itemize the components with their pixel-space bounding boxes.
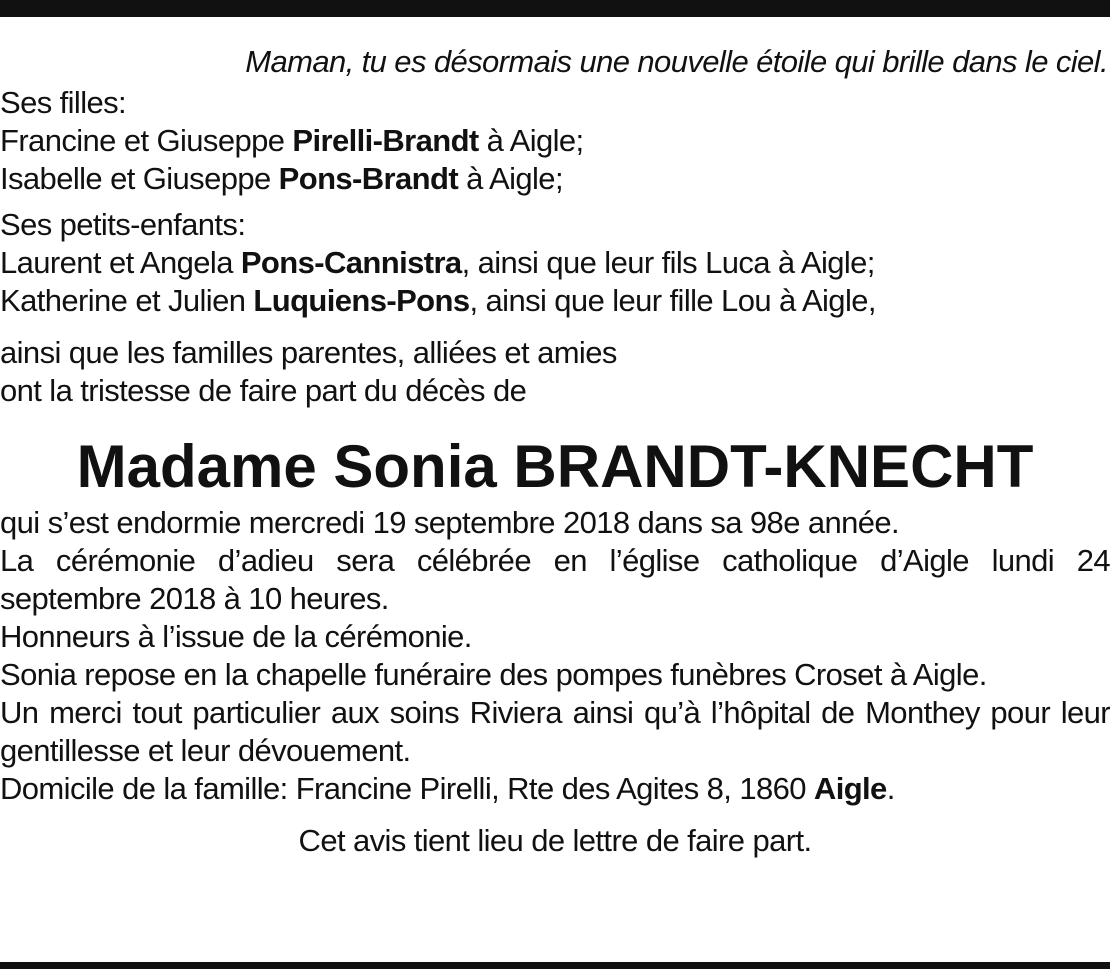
domicile-city: Aigle	[813, 771, 887, 806]
entry-text: Laurent et Angela	[0, 245, 241, 280]
domicile-text: Domicile de la famille: Francine Pirelli, Rte des Agites 8, 1860	[0, 771, 814, 806]
entry-text: Katherine et Julien	[0, 283, 254, 318]
family-name: Pons-Cannistra	[240, 245, 462, 280]
honours-info: Honneurs à l’issue de la cérémonie.	[0, 619, 472, 654]
passing-date: qui s’est endormie mercredi 19 septembre 2018 dans sa 98e année.	[0, 505, 900, 540]
details-section	[0, 504, 1110, 808]
deceased-name: Madame Sonia BRANDT-KNECHT	[76, 433, 1034, 500]
entry-text: à Aigle;	[458, 161, 563, 196]
announcement-section	[0, 334, 1110, 410]
grandchild-entry	[0, 282, 1110, 320]
daughter-entry	[0, 122, 1110, 160]
daughters-section	[0, 84, 1110, 198]
top-rule	[0, 0, 1110, 17]
announcement-line: ainsi que les familles parentes, alliées et amies	[0, 335, 617, 370]
entry-text: à Aigle;	[478, 123, 584, 158]
family-name: Pons-Brandt	[278, 161, 459, 196]
family-name: Luquiens-Pons	[253, 283, 470, 318]
entry-text: Isabelle et Giuseppe	[0, 161, 279, 196]
ceremony-info: La cérémonie d’adieu sera célébrée en l’église catholique d’Aigle lundi 24 septembre 2018 à 10 heures.	[0, 543, 1110, 616]
entry-text: Francine et Giuseppe	[0, 123, 293, 158]
daughter-entry	[0, 160, 1110, 198]
entry-text: , ainsi que leur fille Lou à Aigle,	[469, 283, 876, 318]
grandchildren-heading: Ses petits-enfants:	[0, 207, 246, 242]
bottom-rule	[0, 962, 1110, 969]
thanks-note: Un merci tout particulier aux soins Riviera ainsi qu’à l’hôpital de Monthey pour leur gentillesse et leur dévouement.	[0, 695, 1110, 768]
domicile-punct: .	[886, 771, 895, 806]
obituary-notice	[0, 40, 1110, 860]
entry-text: , ainsi que leur fils Luca à Aigle;	[461, 245, 875, 280]
family-domicile	[0, 770, 1110, 808]
grandchild-entry	[0, 244, 1110, 282]
closing-note: Cet avis tient lieu de lettre de faire part.	[298, 823, 812, 858]
resting-place: Sonia repose en la chapelle funéraire des pompes funèbres Croset à Aigle.	[0, 657, 987, 692]
daughters-heading: Ses filles:	[0, 85, 127, 120]
announcement-line: ont la tristesse de faire part du décès de	[0, 373, 527, 408]
epigraph: Maman, tu es désormais une nouvelle étoile qui brille dans le ciel.	[245, 44, 1108, 79]
family-name: Pirelli-Brandt	[292, 123, 479, 158]
grandchildren-section	[0, 206, 1110, 320]
